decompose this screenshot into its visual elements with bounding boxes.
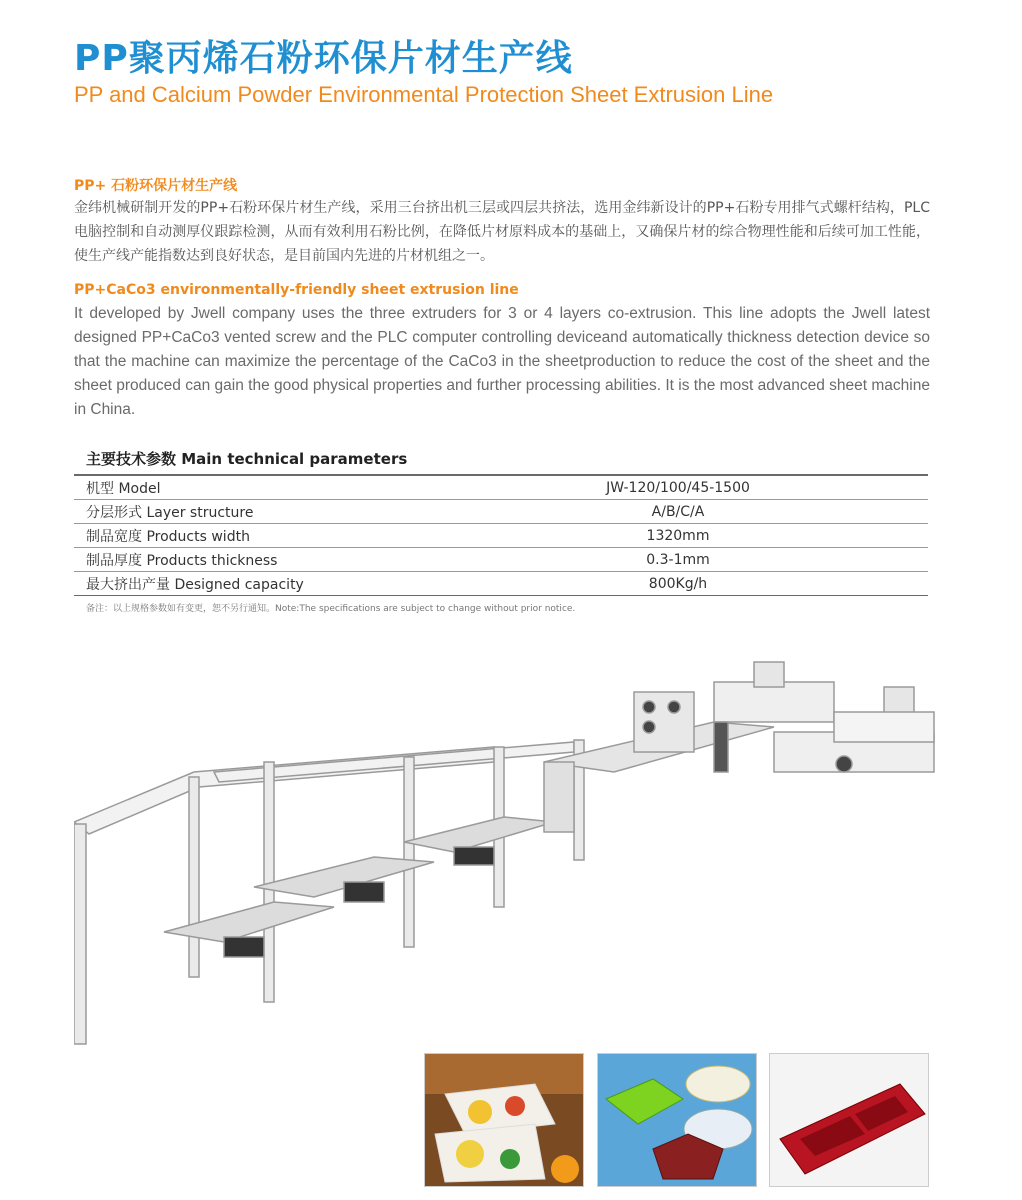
- table-row: [74, 548, 928, 572]
- table-row: [74, 475, 928, 500]
- section-heading-cn: PP+ 石粉环保片材生产线: [74, 178, 238, 194]
- param-label: 制品厚度 Products thickness: [74, 548, 416, 572]
- section-heading-en: PP+CaCo3 environmentally-friendly sheet extrusion line: [74, 282, 519, 298]
- param-value: JW-120/100/45-1500: [416, 475, 928, 500]
- param-label: 制品宽度 Products width: [74, 524, 416, 548]
- param-value: A/B/C/A: [416, 500, 928, 524]
- page-title-cn: PP聚丙烯石粉环保片材生产线: [74, 38, 573, 79]
- param-value: 0.3-1mm: [416, 548, 928, 572]
- red-tray-photo: [769, 1053, 929, 1187]
- params-table: [74, 474, 928, 596]
- food-tray-photo: [424, 1053, 584, 1187]
- extrusion-line-image: [74, 652, 944, 1052]
- spec-note: 备注：以上规格参数如有变更，恕不另行通知。Note:The specifications are subject to change without prior notice.: [86, 604, 576, 614]
- containers-photo: [597, 1053, 757, 1187]
- table-row: [74, 500, 928, 524]
- param-label: 最大挤出产量 Designed capacity: [74, 572, 416, 596]
- table-row: [74, 524, 928, 548]
- section-body-cn: 金纬机械研制开发的PP+石粉环保片材生产线，采用三台挤出机三层或四层共挤法，选用金纬新设计的PP+石粉专用排气式螺杆结构，PLC电脑控制和自动测厚仪跟踪检测，从而有效利用石粉比例，在降低片材原料成本的基础上，又确保片材的综合物理性能和后续可加工性能，使生产线产能指数达到良好状态，是目前国内先进的片材机组之一。: [74, 200, 930, 264]
- section-body-en: It developed by Jwell company uses the three extruders for 3 or 4 layers co-extrusion. This line adopts the Jwell latest designed PP+CaCo3 vented screw and the PLC computer controlling deviceand automatically thickness detection device so that the machine can maximize the percentage of the CaCo3 in the sheetproduction to reduce the cost of the sheet and the sheet produced can gain the good physical properties and further processing abilities. It is the most advanced sheet machine in China.: [74, 305, 930, 418]
- param-label: 机型 Model: [74, 475, 416, 500]
- params-title: 主要技术参数 Main technical parameters: [86, 450, 408, 468]
- param-value: 800Kg/h: [416, 572, 928, 596]
- param-value: 1320mm: [416, 524, 928, 548]
- page-title-en: PP and Calcium Powder Environmental Protection Sheet Extrusion Line: [74, 82, 774, 107]
- table-row: [74, 572, 928, 596]
- param-label: 分层形式 Layer structure: [74, 500, 416, 524]
